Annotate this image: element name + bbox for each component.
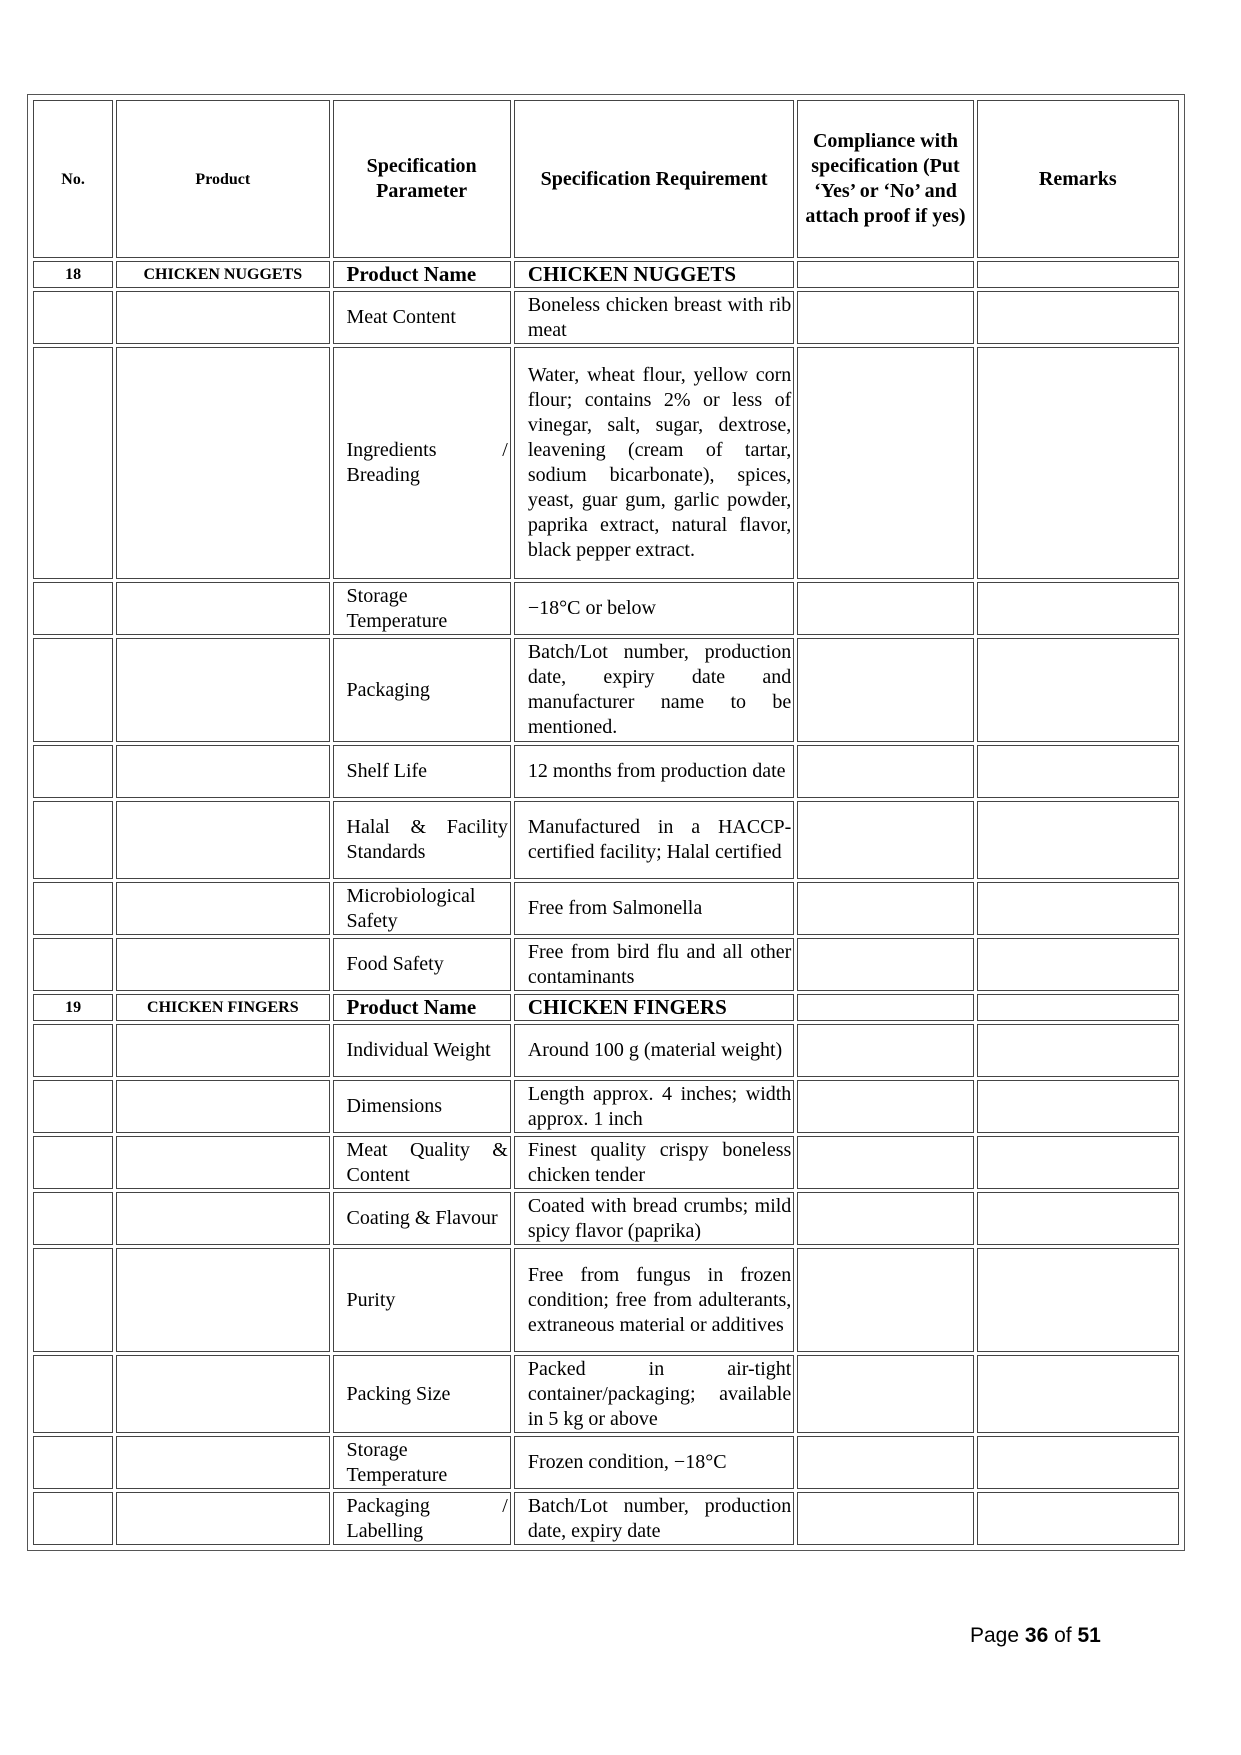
cell-param: Product Name	[333, 261, 511, 288]
cell-product	[116, 291, 329, 344]
cell-req: CHICKEN FINGERS	[514, 994, 794, 1021]
cell-remarks	[977, 347, 1179, 579]
cell-product	[116, 1192, 329, 1245]
cell-no	[33, 291, 113, 344]
cell-param: Purity	[333, 1248, 511, 1352]
spec-table	[30, 97, 1182, 1548]
cell-param: Storage Temperature	[333, 582, 511, 635]
cell-compliance	[797, 638, 973, 742]
footer-page: 36	[1024, 1624, 1049, 1647]
cell-param: Dimensions	[333, 1080, 511, 1133]
cell-remarks	[977, 1248, 1179, 1352]
cell-remarks	[977, 261, 1179, 288]
cell-compliance	[797, 994, 973, 1021]
cell-param: Packing Size	[333, 1355, 511, 1433]
table-row	[33, 1136, 1179, 1189]
header-row	[33, 100, 1179, 258]
cell-req: Boneless chicken breast with rib meat	[514, 291, 794, 344]
cell-no	[33, 938, 113, 991]
cell-product: CHICKEN FINGERS	[116, 994, 329, 1021]
cell-compliance	[797, 261, 973, 288]
cell-req: Free from fungus in frozen condition; free from adulterants, extraneous material or additives	[514, 1248, 794, 1352]
cell-req: Free from bird flu and all other contaminants	[514, 938, 794, 991]
cell-compliance	[797, 291, 973, 344]
cell-remarks	[977, 882, 1179, 935]
cell-no	[33, 882, 113, 935]
cell-remarks	[977, 994, 1179, 1021]
cell-no	[33, 745, 113, 798]
cell-param: Food Safety	[333, 938, 511, 991]
cell-compliance	[797, 1080, 973, 1133]
cell-no	[33, 801, 113, 879]
page-footer	[970, 1624, 1101, 1648]
cell-no	[33, 1192, 113, 1245]
cell-remarks	[977, 291, 1179, 344]
header-param: Specification Parameter	[333, 100, 511, 258]
cell-param: Packaging	[333, 638, 511, 742]
cell-compliance	[797, 801, 973, 879]
cell-req: Packed in air-tight container/packaging; available in 5 kg or above	[514, 1355, 794, 1433]
table-row	[33, 261, 1179, 288]
cell-no	[33, 1248, 113, 1352]
header-compliance: Compliance with specification (Put ‘Yes’ or ‘No’ and attach proof if yes)	[797, 100, 973, 258]
cell-compliance	[797, 1192, 973, 1245]
cell-no: 19	[33, 994, 113, 1021]
cell-no	[33, 1436, 113, 1489]
cell-product	[116, 638, 329, 742]
cell-req: Length approx. 4 inches; width approx. 1 inch	[514, 1080, 794, 1133]
header-no: No.	[33, 100, 113, 258]
cell-param: Halal & Facility Standards	[333, 801, 511, 879]
cell-req: Batch/Lot number, production date, expiry date and manufacturer name to be mentioned.	[514, 638, 794, 742]
cell-param: Shelf Life	[333, 745, 511, 798]
cell-remarks	[977, 801, 1179, 879]
cell-compliance	[797, 582, 973, 635]
cell-remarks	[977, 1136, 1179, 1189]
table-row	[33, 1355, 1179, 1433]
cell-no	[33, 582, 113, 635]
table-row	[33, 745, 1179, 798]
cell-req: −18°C or below	[514, 582, 794, 635]
header-remarks: Remarks	[977, 100, 1179, 258]
table-row	[33, 1492, 1179, 1545]
cell-no	[33, 638, 113, 742]
table-row	[33, 1248, 1179, 1352]
cell-remarks	[977, 745, 1179, 798]
cell-compliance	[797, 1248, 973, 1352]
cell-req: CHICKEN NUGGETS	[514, 261, 794, 288]
cell-product	[116, 745, 329, 798]
cell-no	[33, 1024, 113, 1077]
cell-param: Meat Quality & Content	[333, 1136, 511, 1189]
cell-compliance	[797, 882, 973, 935]
cell-product	[116, 1136, 329, 1189]
cell-remarks	[977, 582, 1179, 635]
cell-param: Ingredients / Breading	[333, 347, 511, 579]
table-row	[33, 291, 1179, 344]
cell-req: Manufactured in a HACCP-certified facility; Halal certified	[514, 801, 794, 879]
cell-compliance	[797, 1136, 973, 1189]
cell-compliance	[797, 1355, 973, 1433]
cell-no	[33, 347, 113, 579]
cell-no	[33, 1492, 113, 1545]
footer-prefix: Page	[970, 1624, 1020, 1647]
cell-param: Microbiological Safety	[333, 882, 511, 935]
cell-remarks	[977, 1436, 1179, 1489]
cell-product	[116, 1024, 329, 1077]
cell-req: Batch/Lot number, production date, expiry date	[514, 1492, 794, 1545]
cell-remarks	[977, 1492, 1179, 1545]
table-row	[33, 882, 1179, 935]
cell-compliance	[797, 745, 973, 798]
cell-req: Frozen condition, −18°C	[514, 1436, 794, 1489]
cell-product	[116, 1355, 329, 1433]
cell-no	[33, 1080, 113, 1133]
cell-compliance	[797, 1436, 973, 1489]
cell-req: 12 months from production date	[514, 745, 794, 798]
table-row	[33, 582, 1179, 635]
cell-req: Free from Salmonella	[514, 882, 794, 935]
cell-product	[116, 1492, 329, 1545]
table-row	[33, 1080, 1179, 1133]
cell-compliance	[797, 1024, 973, 1077]
spec-table-frame	[27, 94, 1185, 1551]
footer-total: 51	[1077, 1624, 1101, 1647]
header-product: Product	[116, 100, 329, 258]
cell-product	[116, 801, 329, 879]
cell-remarks	[977, 638, 1179, 742]
cell-req: Water, wheat flour, yellow corn flour; contains 2% or less of vinegar, salt, sugar, dextrose, leavening (cream of tartar, sodium bicarbonate), spices, yeast, guar gum, garlic powder, paprika extract, natural flavor, black pepper extract.	[514, 347, 794, 579]
table-row	[33, 638, 1179, 742]
cell-remarks	[977, 938, 1179, 991]
cell-param: Meat Content	[333, 291, 511, 344]
cell-remarks	[977, 1080, 1179, 1133]
cell-param: Packaging / Labelling	[333, 1492, 511, 1545]
table-row	[33, 938, 1179, 991]
cell-product	[116, 1436, 329, 1489]
cell-product	[116, 1248, 329, 1352]
cell-product: CHICKEN NUGGETS	[116, 261, 329, 288]
table-row	[33, 1192, 1179, 1245]
cell-remarks	[977, 1192, 1179, 1245]
cell-product	[116, 882, 329, 935]
cell-product	[116, 582, 329, 635]
table-row	[33, 1024, 1179, 1077]
cell-product	[116, 938, 329, 991]
table-row	[33, 801, 1179, 879]
footer-of: of	[1054, 1624, 1072, 1647]
table-row	[33, 1436, 1179, 1489]
cell-compliance	[797, 347, 973, 579]
table-row	[33, 994, 1179, 1021]
cell-param: Storage Temperature	[333, 1436, 511, 1489]
header-req: Specification Requirement	[514, 100, 794, 258]
cell-remarks	[977, 1024, 1179, 1077]
cell-no	[33, 1355, 113, 1433]
cell-remarks	[977, 1355, 1179, 1433]
cell-no: 18	[33, 261, 113, 288]
cell-req: Around 100 g (material weight)	[514, 1024, 794, 1077]
cell-param: Product Name	[333, 994, 511, 1021]
cell-no	[33, 1136, 113, 1189]
cell-product	[116, 1080, 329, 1133]
cell-req: Finest quality crispy boneless chicken tender	[514, 1136, 794, 1189]
cell-product	[116, 347, 329, 579]
cell-param: Individual Weight	[333, 1024, 511, 1077]
cell-req: Coated with bread crumbs; mild spicy flavor (paprika)	[514, 1192, 794, 1245]
cell-compliance	[797, 1492, 973, 1545]
cell-param: Coating & Flavour	[333, 1192, 511, 1245]
table-row	[33, 347, 1179, 579]
cell-compliance	[797, 938, 973, 991]
